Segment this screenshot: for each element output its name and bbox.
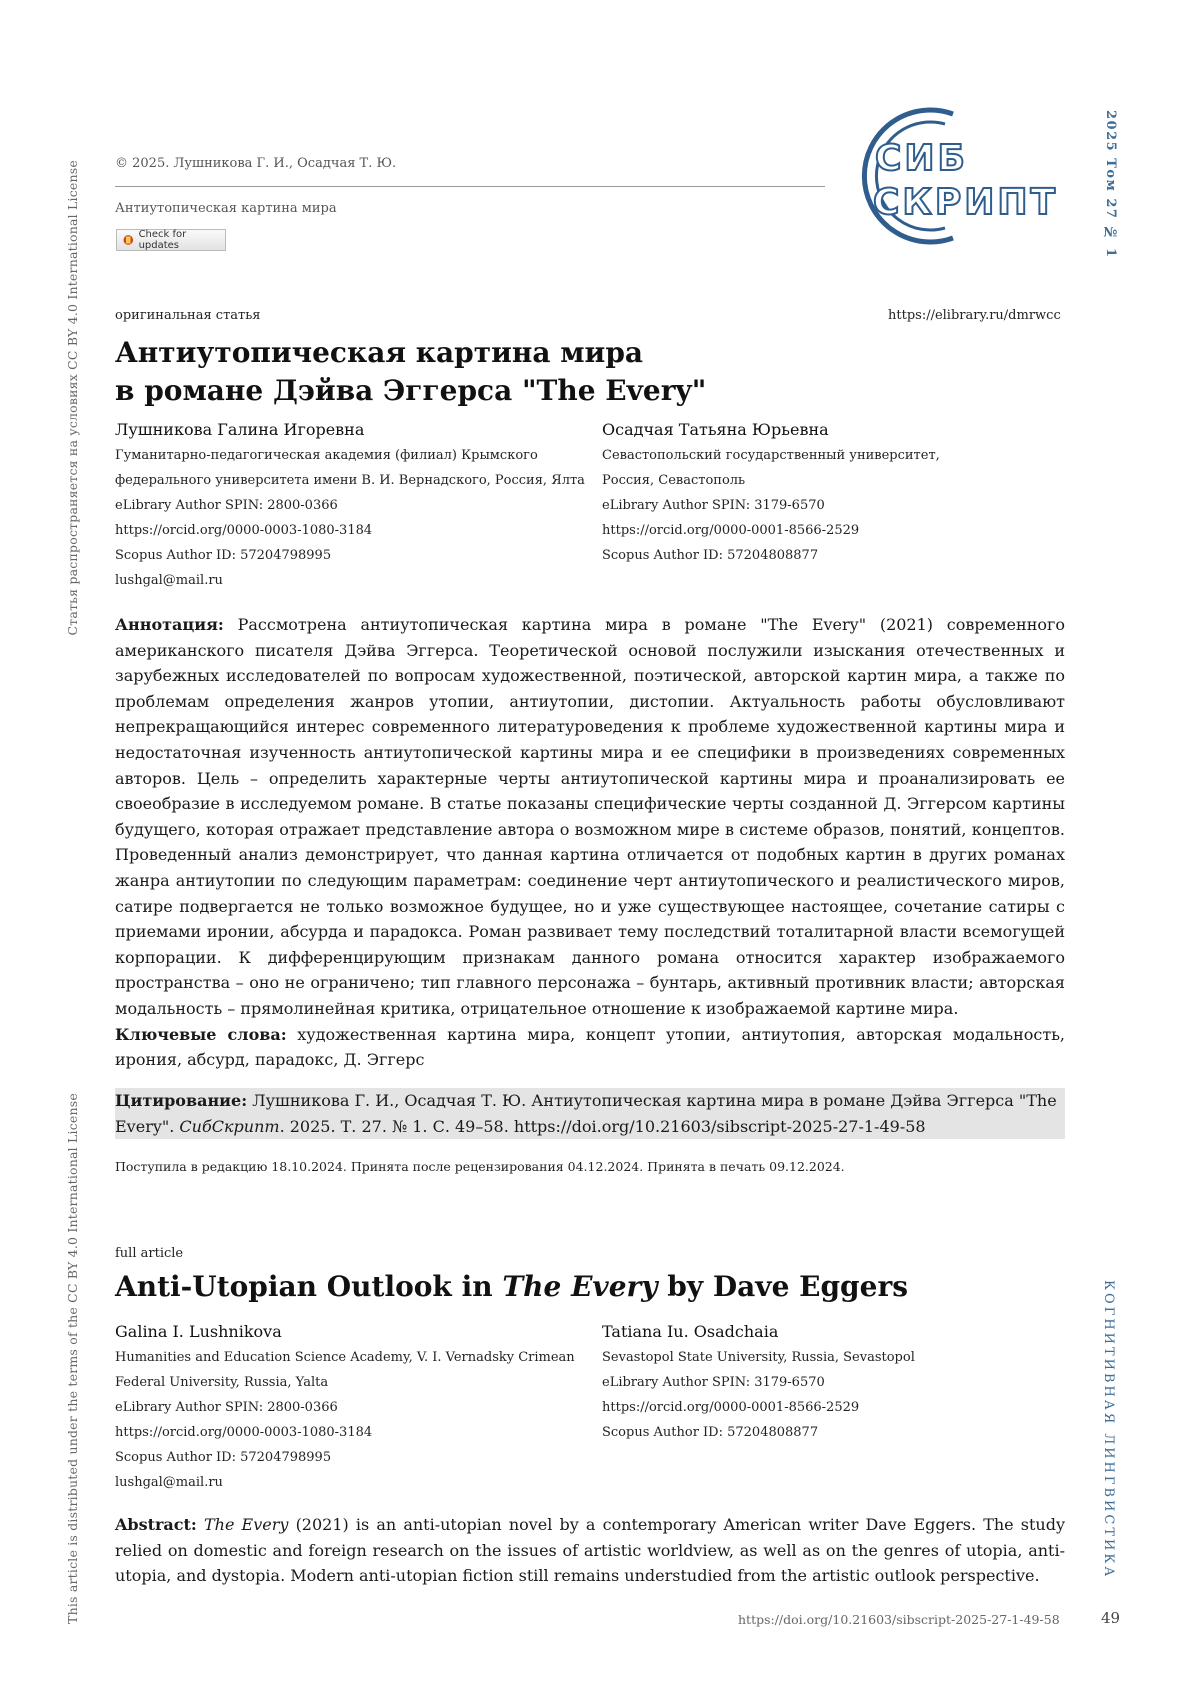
license-en-vertical: This article is distributed under the terms of the CC BY 4.0 International License [65, 1093, 80, 1624]
author-block-en-2 [602, 1322, 1022, 1445]
issue-vertical: 2025 Том 27 № 1 [1103, 110, 1118, 259]
spin: eLibrary Author SPIN: 2800-0366 [115, 1400, 338, 1415]
author-block-ru-1 [115, 420, 585, 593]
article-type-ru: оригинальная статья [115, 308, 261, 323]
check-for-updates-label: Check for updates [138, 229, 187, 251]
section-vertical: КОГНИТИВНАЯ ЛИНГВИСТИКА [1101, 1280, 1116, 1580]
spin: eLibrary Author SPIN: 2800-0366 [115, 498, 338, 513]
abstract-ru [115, 612, 1065, 1073]
affiliation-line: Гуманитарно-педагогическая академия (филиал) Крымского [115, 448, 538, 463]
header-rule [115, 186, 825, 187]
copyright: © 2025. Лушникова Г. И., Осадчая Т. Ю. [115, 156, 397, 171]
citation-box [115, 1088, 1065, 1139]
orcid-link[interactable]: https://orcid.org/0000-0003-1080-3184 [115, 523, 373, 538]
title-en-part: Anti-Utopian Outlook in [115, 1270, 503, 1303]
dates: Поступила в редакцию 18.10.2024. Принята после рецензирования 04.12.2024. Принята в печать 09.12.2024. [115, 1159, 845, 1174]
orcid-link[interactable]: https://orcid.org/0000-0003-1080-3184 [115, 1425, 373, 1440]
scopus-id: Scopus Author ID: 57204808877 [602, 548, 819, 563]
journal-logo [835, 100, 1070, 250]
author-details [115, 1345, 595, 1495]
affiliation-line: Humanities and Education Science Academy, V. I. Vernadsky Crimean [115, 1350, 575, 1365]
affiliation-line: Севастопольский государственный университет, [602, 448, 940, 463]
orcid-link[interactable]: https://orcid.org/0000-0001-8566-2529 [602, 1400, 860, 1415]
license-ru-vertical: Статья распространяется на условиях CC BY 4.0 International License [65, 160, 80, 636]
citation-text-tail: . 2025. Т. 27. № 1. С. 49–58. https://doi.org/10.21603/sibscript-2025-27-1-49-58 [279, 1116, 926, 1136]
scopus-id: Scopus Author ID: 57204798995 [115, 548, 332, 563]
orcid-link[interactable]: https://orcid.org/0000-0001-8566-2529 [602, 523, 860, 538]
article-type-en: full article [115, 1246, 184, 1261]
check-for-updates-button[interactable] [116, 229, 226, 251]
scopus-id: Scopus Author ID: 57204798995 [115, 1450, 332, 1465]
abstract-text: (2021) is an anti-utopian novel by a contemporary American writer Dave Eggers. The study relied on domestic and foreign research on the issues of artistic worldview, as well as on the genres of utopia, anti-utopia, and dystopia. Modern anti-utopian fiction still remains understudied from the artistic outlook perspective. [115, 1515, 1065, 1586]
author-name: Осадчая Татьяна Юрьевна [602, 420, 829, 439]
author-block-en-1 [115, 1322, 595, 1495]
running-title: Антиутопическая картина мира [115, 201, 337, 216]
title-ru [115, 334, 995, 410]
title-en-italic: The Every [502, 1270, 658, 1303]
abstract-en [115, 1512, 1065, 1589]
spin: eLibrary Author SPIN: 3179-6570 [602, 1375, 825, 1390]
crossmark-icon [123, 234, 134, 246]
email-link[interactable]: lushgal@mail.ru [115, 1475, 223, 1490]
author-details [115, 443, 585, 593]
abstract-italic: The Every [203, 1515, 289, 1534]
title-ru-line2: в романе Дэйва Эггерса "The Every" [115, 374, 707, 407]
title-en [115, 1268, 908, 1306]
affiliation-line: Federal University, Russia, Yalta [115, 1375, 329, 1390]
email-link[interactable]: lushgal@mail.ru [115, 573, 223, 588]
citation-label: Цитирование: [115, 1091, 248, 1110]
keywords-text: художественная картина мира, концепт утопии, антиутопия, авторская модальность, ирония, абсурд, парадокс, Д. Эггерс [115, 1024, 1065, 1070]
author-details [602, 1345, 1022, 1445]
title-ru-line1: Антиутопическая картина мира [115, 336, 644, 369]
scopus-id: Scopus Author ID: 57204808877 [602, 1425, 819, 1440]
author-name: Лушникова Галина Игоревна [115, 420, 365, 439]
logo-line2: СКРИПТ [873, 182, 1059, 223]
spin: eLibrary Author SPIN: 3179-6570 [602, 498, 825, 513]
citation-text: Лушникова Г. И., Осадчая Т. Ю. Антиутопическая картина мира в романе Дэйва Эггерса "The Every". [115, 1091, 1057, 1136]
doi-link[interactable]: https://doi.org/10.21603/sibscript-2025-27-1-49-58 [738, 1612, 1060, 1627]
affiliation-line: Россия, Севастополь [602, 473, 746, 488]
author-name: Galina I. Lushnikova [115, 1322, 282, 1341]
affiliation-line: федерального университета имени В. И. Вернадского, Россия, Ялта [115, 473, 585, 488]
keywords-label: Ключевые слова: [115, 1024, 287, 1044]
author-block-ru-2 [602, 420, 1022, 568]
elibrary-link[interactable]: https://elibrary.ru/dmrwcc [888, 308, 1061, 323]
abstract-label: Аннотация: [115, 615, 224, 634]
title-en-part: by Dave Eggers [657, 1270, 908, 1303]
abstract-label: Abstract: [115, 1515, 197, 1534]
affiliation-line: Sevastopol State University, Russia, Sevastopol [602, 1350, 915, 1365]
logo-line1: СИБ [875, 138, 968, 179]
abstract-text: Рассмотрена антиутопическая картина мира в романе "The Every" (2021) современного американского писателя Дэйва Эггерса. Теоретической основой послужили изыскания отечественных и зарубежных исследователей по вопросам художественной, поэтической, авторской картин мира, а также по проблемам определения жанров утопии, антиутопии, дистопии. Актуальность работы обусловливают непрекращающийся интерес современного литературоведения к проблеме художественной картины мира и недостаточная изученность антиутопической картины мира и ее специфики в произведениях современных авторов. Цель – определить характерные черты антиутопической картины мира и проанализировать ее своеобразие в исследуемом романе. В статье показаны специфические черты созданной Д. Эггерсом картины будущего, которая отражает представление автора о возможном мире в системе образов, понятий, концептов. Проведенный анализ демонстрирует, что данная картина отличается от подобных картин в других романах жанра антиутопии по следующим параметрам: соединение черт антиутопического и реалистического миров, сатире подвергается не только возможное будущее, но и уже существующее настоящее, сочетание сатиры с приемами иронии, абсурда и парадокса. Роман развивает тему последствий тоталитарной власти всемогущей корпорации. К дифференцирующим признакам данного романа относится характер изображаемого пространства – оно не ограничено; тип главного персонажа – бунтарь, активный противник власти; авторская модальность – прямолинейная критика, отрицательное отношение к изображаемой картине мира. [115, 615, 1066, 1018]
author-name: Tatiana Iu. Osadchaia [602, 1322, 779, 1341]
page-number: 49 [1101, 1609, 1121, 1627]
author-details [602, 443, 1022, 568]
citation-journal: СибСкрипт [179, 1116, 280, 1136]
